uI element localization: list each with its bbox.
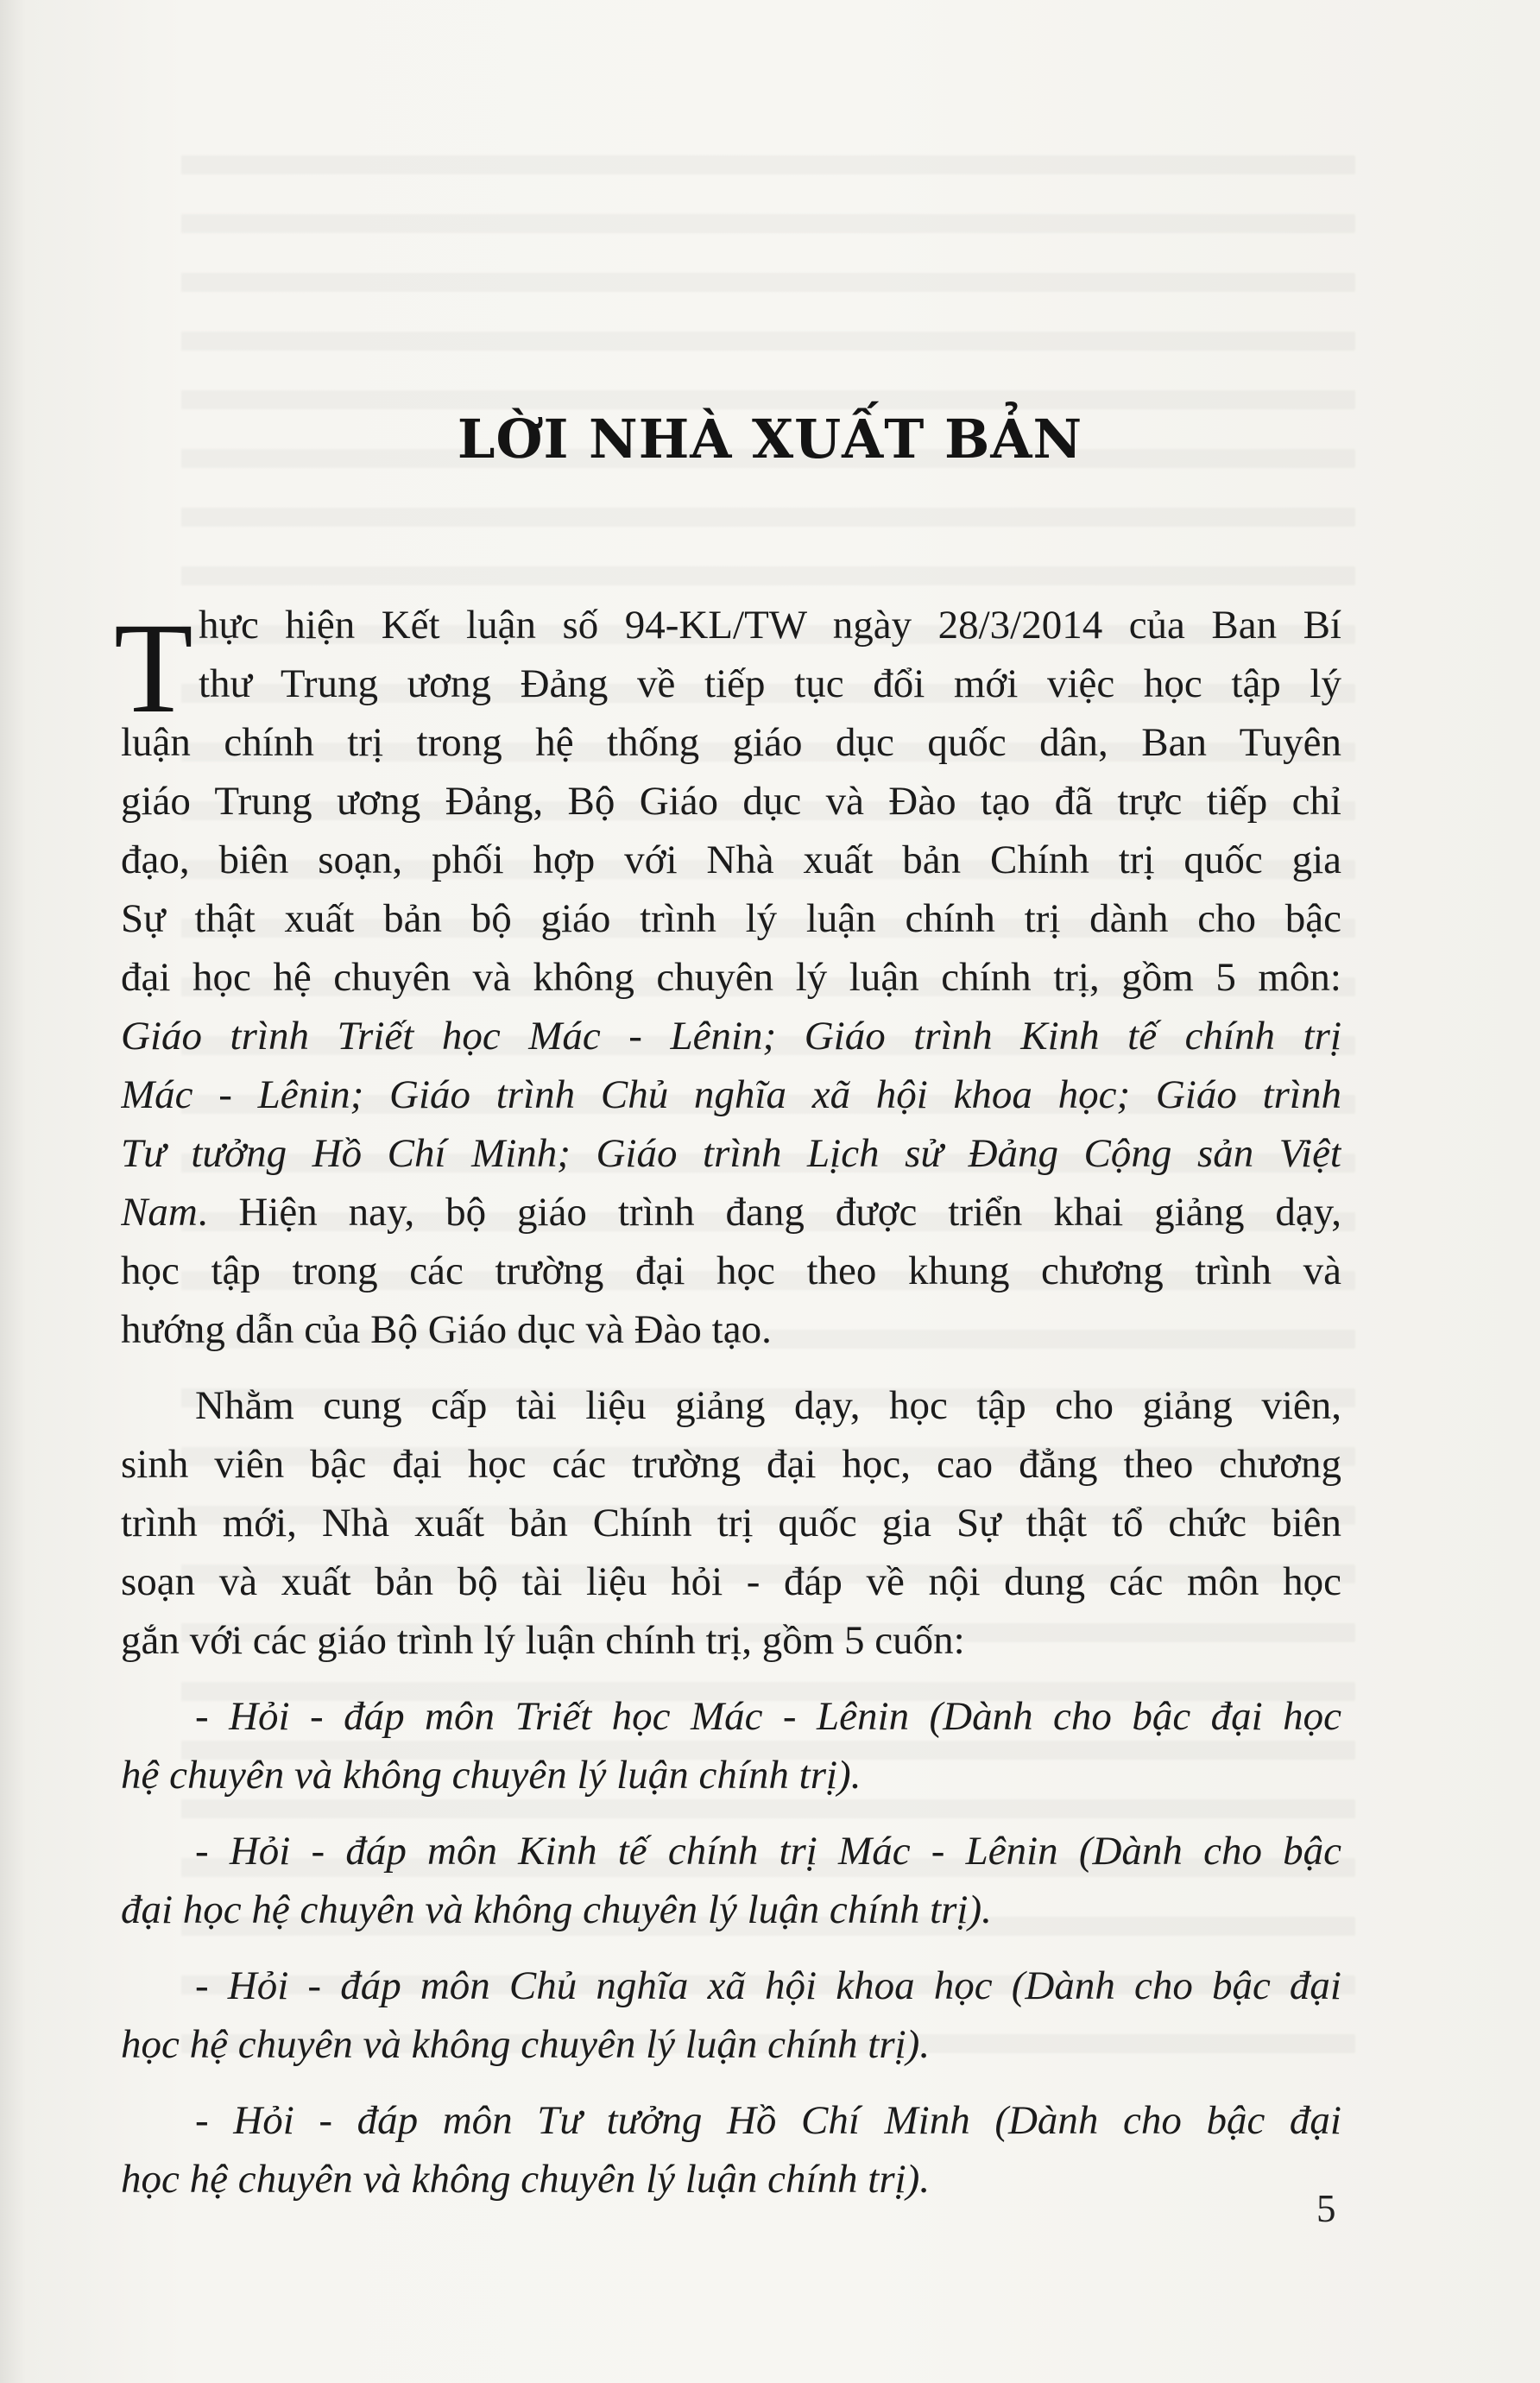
page-title: LỜI NHÀ XUẤT BẢN [457, 408, 1083, 471]
paragraph-2-line-1: Nhằm cung cấp tài liệu giảng dạy, học tập cho giảng viên, [195, 1383, 1341, 1428]
list-item-4-line-1: - Hỏi - đáp môn Tư tưởng Hồ Chí Minh (Dành cho bậc đại [195, 2098, 1341, 2143]
paragraph-1-line-13: hướng dẫn của Bộ Giáo dục và Đào tạo. [121, 1307, 772, 1352]
body-text [114, 596, 1341, 2209]
list-item-3-line-2: học hệ chuyên và không chuyên lý luận chính trị). [121, 2022, 931, 2067]
paragraph-2-line-2: sinh viên bậc đại học các trường đại học, cao đẳng theo chương [121, 1442, 1341, 1487]
list-gap [121, 1939, 1341, 1956]
paragraph-1-line-8: Giáo trình Triết học Mác - Lênin; Giáo trình Kinh tế chính trị [121, 1014, 1341, 1059]
paragraph-1-line-9: Mác - Lênin; Giáo trình Chủ nghĩa xã hội khoa học; Giáo trình [121, 1072, 1341, 1117]
paragraph-2-line-3: trình mới, Nhà xuất bản Chính trị quốc gia Sự thật tổ chức biên [121, 1501, 1341, 1545]
paragraph-1-line-7: đại học hệ chuyên và không chuyên lý luận chính trị, gồm 5 môn: [121, 955, 1341, 1000]
paragraph-1-line-4: giáo Trung ương Đảng, Bộ Giáo dục và Đào tạo đã trực tiếp chỉ [121, 779, 1341, 824]
list-item-1-line-2: hệ chuyên và không chuyên lý luận chính trị). [121, 1753, 862, 1798]
page-number: 5 [1316, 2187, 1336, 2230]
paragraph-1-line-12: học tập trong các trường đại học theo khung chương trình và [121, 1248, 1341, 1293]
list-gap [121, 2074, 1341, 2091]
list-item-3-line-1: - Hỏi - đáp môn Chủ nghĩa xã hội khoa học (Dành cho bậc đại [195, 1963, 1341, 2008]
paragraph-1-line-1: hực hiện Kết luận số 94-KL/TW ngày 28/3/2014 của Ban Bí [199, 603, 1341, 648]
paragraph-1-line-5: đạo, biên soạn, phối hợp với Nhà xuất bản Chính trị quốc gia [121, 838, 1341, 882]
list-gap [121, 1670, 1341, 1687]
paragraph-2-line-4: soạn và xuất bản bộ tài liệu hỏi - đáp về nội dung các môn học [121, 1559, 1341, 1604]
list-item-4-line-2: học hệ chuyên và không chuyên lý luận chính trị). [121, 2157, 931, 2202]
paragraph-1-line-2: thư Trung ương Đảng về tiếp tục đổi mới việc học tập lý [199, 661, 1341, 706]
paragraph-2-line-5: gắn với các giáo trình lý luận chính trị, gồm 5 cuốn: [121, 1618, 965, 1663]
drop-cap: T [114, 597, 193, 740]
paragraph-1-line-6: Sự thật xuất bản bộ giáo trình lý luận chính trị dành cho bậc [121, 896, 1341, 941]
list-item-2-line-2: đại học hệ chuyên và không chuyên lý luận chính trị). [121, 1887, 992, 1932]
paragraph-gap [121, 1359, 1341, 1376]
list-gap [121, 1805, 1341, 1822]
book-title-end: Nam [121, 1190, 198, 1235]
page-shadow [0, 0, 26, 2383]
paragraph-1-line-11-rest: . Hiện nay, bộ giáo trình đang được triển khai giảng dạy, [197, 1190, 1341, 1235]
list-item-2-line-1: - Hỏi - đáp môn Kinh tế chính trị Mác - Lênin (Dành cho bậc [195, 1829, 1341, 1874]
paragraph-1-line-3: luận chính trị trong hệ thống giáo dục quốc dân, Ban Tuyên [121, 720, 1341, 765]
paragraph-1-line-11 [121, 1183, 1341, 1242]
list-item-1-line-1: - Hỏi - đáp môn Triết học Mác - Lênin (Dành cho bậc đại học [195, 1694, 1341, 1739]
paragraph-1-line-10: Tư tưởng Hồ Chí Minh; Giáo trình Lịch sử Đảng Cộng sản Việt [121, 1131, 1341, 1176]
